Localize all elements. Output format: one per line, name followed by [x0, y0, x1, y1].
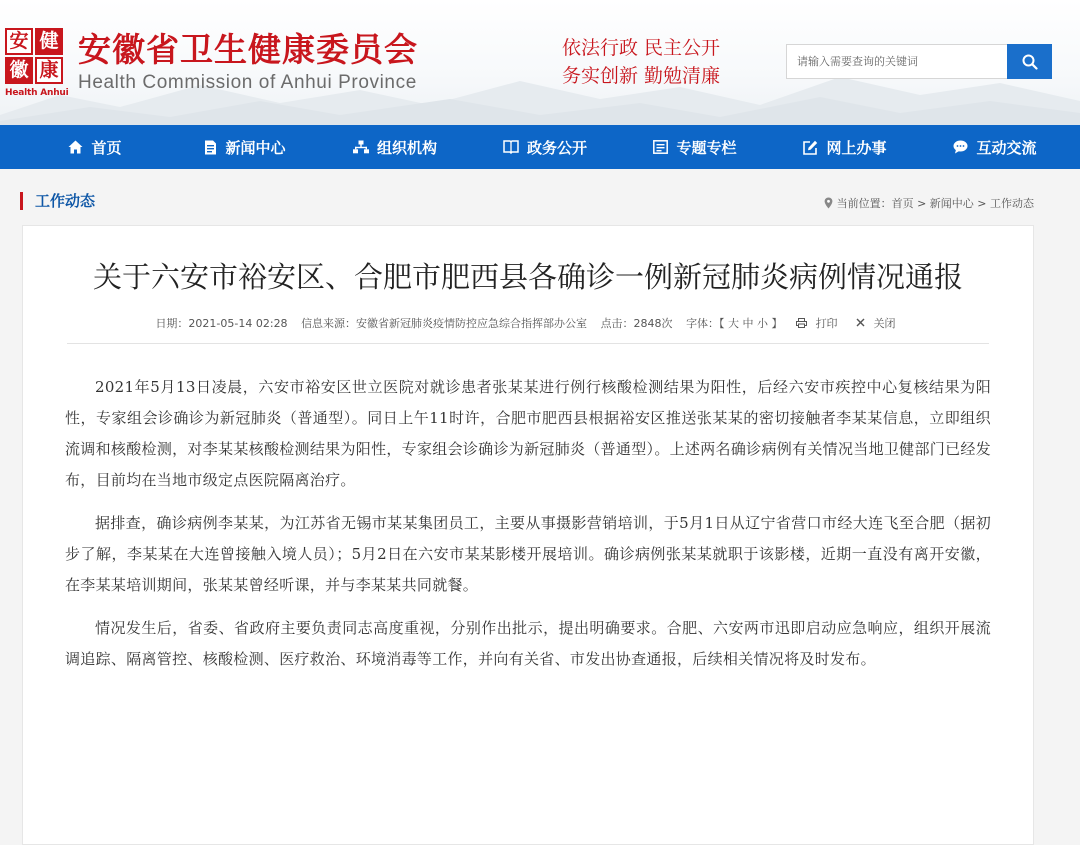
slogan-line-1: 依法行政 民主公开: [562, 37, 721, 59]
organization-name: [78, 30, 418, 94]
breadcrumb-text[interactable]: 当前位置：首页 > 新闻中心 > 工作动态: [836, 197, 1034, 210]
breadcrumb-bar: [0, 169, 1080, 225]
article-date: 日期：2021-05-14 02:28: [155, 317, 288, 330]
org-name-chinese: 安徽省卫生健康委员会: [78, 30, 418, 69]
chat-icon: [953, 140, 968, 154]
site-header: [0, 0, 1080, 125]
search-box: [786, 44, 1052, 79]
font-size-selector[interactable]: 字体：【 大 中 小 】: [686, 317, 783, 330]
logo-english-text: Health Anhui: [5, 88, 69, 98]
nav-item-label: 政务公开: [526, 138, 587, 157]
logo-char: 徽: [5, 57, 33, 84]
nav-item-organization[interactable]: [320, 125, 470, 169]
article-body: [65, 372, 991, 675]
nav-item-label: 组织机构: [376, 138, 437, 157]
site-logo[interactable]: [5, 28, 69, 98]
article-click-count: 点击：2848次: [600, 317, 673, 330]
article-paragraph: 2021年5月13日凌晨，六安市裕安区世立医院对就诊患者张某某进行例行核酸检测结果为阳性，后经六安市疾控中心复核结果为阳性，专家组会诊确诊为新冠肺炎（普通型）。同日上午11时许，合肥市肥西县根据裕安区推送张某某的密切接触者李某某信息，立即组织流调和核酸检测，对李某某核酸检测结果为阳性，专家组会诊确诊为新冠肺炎（普通型）。上述两名确诊病例有关情况当地卫健部门已经发布，目前均在当地市级定点医院隔离治疗。: [65, 378, 991, 489]
article-paragraph: 据排查，确诊病例李某某，为江苏省无锡市某某集团员工，主要从事摄影营销培训，于5月1日从辽宁省营口市经大连飞至合肥（据初步了解，李某某在大连曾接触入境人员）；5月2日在六安市某某影楼开展培训。确诊病例张某某就职于该影楼，近期一直没有离开安徽，在李某某培训期间，张某某曾经听课，并与李某某共同就餐。: [65, 514, 991, 594]
org-chart-icon: [353, 140, 369, 154]
nav-item-interaction[interactable]: [920, 125, 1070, 169]
search-button[interactable]: [1007, 44, 1052, 79]
document-icon: [204, 140, 217, 155]
print-button[interactable]: [796, 317, 846, 330]
nav-item-home[interactable]: [20, 125, 170, 169]
nav-item-label: 新闻中心: [225, 138, 286, 157]
edit-icon: [803, 140, 818, 155]
nav-item-government-affairs[interactable]: [470, 125, 620, 169]
logo-char: 健: [35, 28, 63, 55]
nav-item-online-services[interactable]: [770, 125, 920, 169]
nav-item-label: 专题专栏: [676, 138, 737, 157]
book-icon: [503, 140, 519, 154]
logo-char: 康: [35, 57, 63, 84]
location-pin-icon: [824, 197, 833, 209]
close-button[interactable]: [856, 317, 901, 330]
article-title: 关于六安市裕安区、合肥市肥西县各确诊一例新冠肺炎病例情况通报: [92, 260, 963, 294]
printer-icon: [796, 318, 807, 328]
search-input[interactable]: [786, 44, 1007, 79]
nav-item-label: 首页: [91, 138, 122, 157]
section-title: 工作动态: [20, 192, 95, 210]
list-icon: [653, 140, 668, 154]
logo-char: 安: [5, 28, 33, 55]
article-paragraph: 情况发生后，省委、省政府主要负责同志高度重视，分别作出批示，提出明确要求。合肥、六安两市迅即启动应急响应，组织开展流调追踪、隔离管控、核酸检测、医疗救治、环境消毒等工作，并向有关省、市发出协查通报，后续相关情况将及时发布。: [65, 619, 991, 668]
org-name-english: Health Commission of Anhui Province: [78, 72, 417, 93]
article-meta: [67, 315, 989, 344]
close-label: 关闭: [873, 317, 896, 330]
home-icon: [68, 140, 83, 154]
slogan: [562, 34, 720, 90]
nav-item-news-center[interactable]: [170, 125, 320, 169]
search-icon: [1022, 54, 1038, 70]
main-nav: [0, 125, 1080, 169]
print-label: 打印: [815, 317, 838, 330]
close-icon: [856, 318, 865, 327]
nav-item-special-topics[interactable]: [620, 125, 770, 169]
article-card: [22, 225, 1034, 845]
nav-item-label: 互动交流: [976, 138, 1037, 157]
nav-item-label: 网上办事: [826, 138, 887, 157]
slogan-line-2: 务实创新 勤勉清廉: [562, 65, 721, 87]
breadcrumb: [824, 195, 1034, 211]
logo-seal: [5, 28, 63, 84]
article-source: 信息来源：安徽省新冠肺炎疫情防控应急综合指挥部办公室: [301, 317, 588, 330]
